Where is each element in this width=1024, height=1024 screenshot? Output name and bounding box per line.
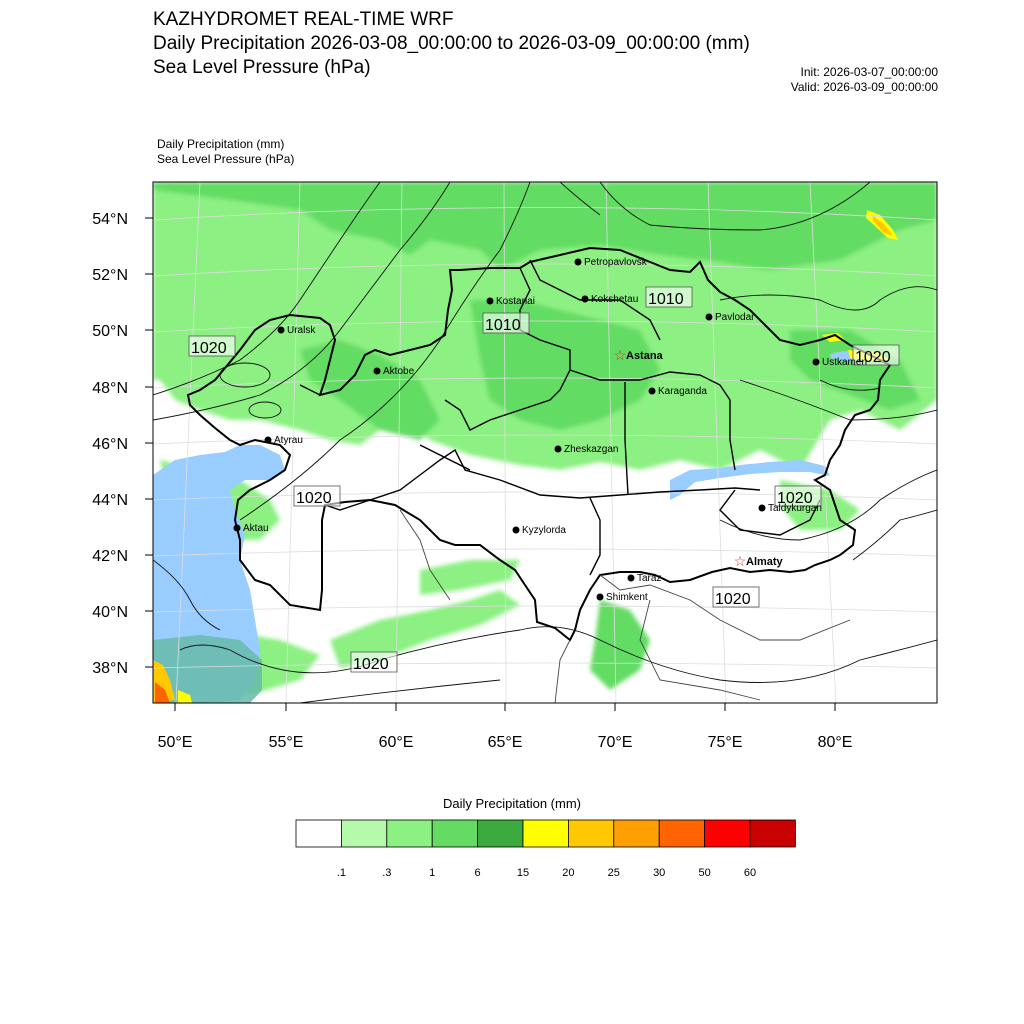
isobar-label: 1020 xyxy=(777,490,813,507)
lat-label-40: 40°N xyxy=(92,604,128,621)
isobar-label: 1020 xyxy=(855,349,891,366)
isobar-label: 1020 xyxy=(296,490,332,507)
colorbar-tick-label: 15 xyxy=(516,867,530,879)
lon-label-70: 70°E xyxy=(597,734,633,751)
city-label: Atyrau xyxy=(274,435,303,446)
colorbar-tick-label: 25 xyxy=(607,867,620,879)
city-label: Pavlodar xyxy=(715,312,755,323)
colorbar-swatch xyxy=(341,820,386,847)
lon-label-50: 50°E xyxy=(157,734,193,751)
city-label: Kokshetau xyxy=(591,294,639,305)
lat-label-52: 52°N xyxy=(92,267,128,284)
city-label-capital: Almaty xyxy=(746,556,783,568)
map-plot-area xyxy=(153,182,937,703)
colorbar-tick-label: 30 xyxy=(653,867,666,879)
colorbar-tick-label: 60 xyxy=(743,867,757,879)
capital-star-icon: ☆ xyxy=(733,553,747,569)
colorbar-swatch xyxy=(750,820,795,847)
colorbar-swatch xyxy=(296,820,341,847)
colorbar-tick-label: .1 xyxy=(336,867,346,879)
colorbar-swatch xyxy=(478,820,523,847)
colorbar-swatch xyxy=(659,820,704,847)
valid-time: Valid: 2026-03-09_00:00:00 xyxy=(790,80,938,94)
isobar-label: 1010 xyxy=(648,291,684,308)
isobar-label: 1010 xyxy=(485,317,521,334)
lat-label-42: 42°N xyxy=(92,548,128,565)
colorbar-swatch xyxy=(387,820,432,847)
city-label: Kostanai xyxy=(496,296,535,307)
city-label: Taraz xyxy=(637,573,662,584)
capital-star-icon: ☆ xyxy=(613,347,627,363)
city-label: Uralsk xyxy=(287,325,316,336)
colorbar-swatch xyxy=(432,820,477,847)
colorbar-tick-label: 50 xyxy=(698,867,711,879)
city-label-capital: Astana xyxy=(626,350,663,362)
lat-label-46: 46°N xyxy=(92,436,128,453)
colorbar-title: Daily Precipitation (mm) xyxy=(443,796,581,811)
lat-label-38: 38°N xyxy=(92,660,128,677)
city-label: Ustkamen xyxy=(822,357,868,368)
colorbar xyxy=(296,820,795,847)
isobar-label: 1020 xyxy=(353,656,389,673)
lat-label-54: 54°N xyxy=(92,211,128,228)
colorbar-tick-label: 20 xyxy=(562,867,575,879)
lon-label-65: 65°E xyxy=(487,734,523,751)
chart-subtitle-precip: Daily Precipitation 2026-03-08_00:00:00 to 2026-03-09_00:00:00 (mm) xyxy=(153,33,750,54)
lat-label-48: 48°N xyxy=(92,380,128,397)
city-label: Petropavlovsk xyxy=(584,257,647,268)
field-label-slp: Sea Level Pressure (hPa) xyxy=(157,152,295,166)
field-label-precip: Daily Precipitation (mm) xyxy=(157,137,285,151)
city-label: Kyzylorda xyxy=(522,525,566,536)
chart-title: KAZHYDROMET REAL-TIME WRF xyxy=(153,9,454,30)
colorbar-tick-label: .3 xyxy=(382,867,392,879)
city-label: Zheskazgan xyxy=(564,444,619,455)
lat-label-50: 50°N xyxy=(92,323,128,340)
colorbar-swatch xyxy=(568,820,613,847)
lon-axis xyxy=(158,703,853,751)
city-label: Karaganda xyxy=(658,386,707,397)
city-label: Aktobe xyxy=(383,366,415,377)
colorbar-tick-label: 1 xyxy=(429,867,436,879)
city-label: Shimkent xyxy=(606,592,648,603)
colorbar-swatch xyxy=(523,820,568,847)
lon-label-55: 55°E xyxy=(268,734,304,751)
city-label: Taldykurgan xyxy=(768,503,822,514)
colorbar-swatch xyxy=(705,820,750,847)
isobar-label: 1020 xyxy=(191,340,227,357)
colorbar-swatch xyxy=(614,820,659,847)
colorbar-tick-label: 6 xyxy=(474,867,481,879)
init-time: Init: 2026-03-07_00:00:00 xyxy=(800,65,938,79)
lon-label-75: 75°E xyxy=(707,734,743,751)
chart-subtitle-slp: Sea Level Pressure (hPa) xyxy=(153,57,371,78)
lat-label-44: 44°N xyxy=(92,492,128,509)
lon-label-60: 60°E xyxy=(378,734,414,751)
isobar-label: 1020 xyxy=(715,591,751,608)
lon-label-80: 80°E xyxy=(817,734,853,751)
lat-axis xyxy=(92,211,153,677)
city-label: Aktau xyxy=(243,523,269,534)
